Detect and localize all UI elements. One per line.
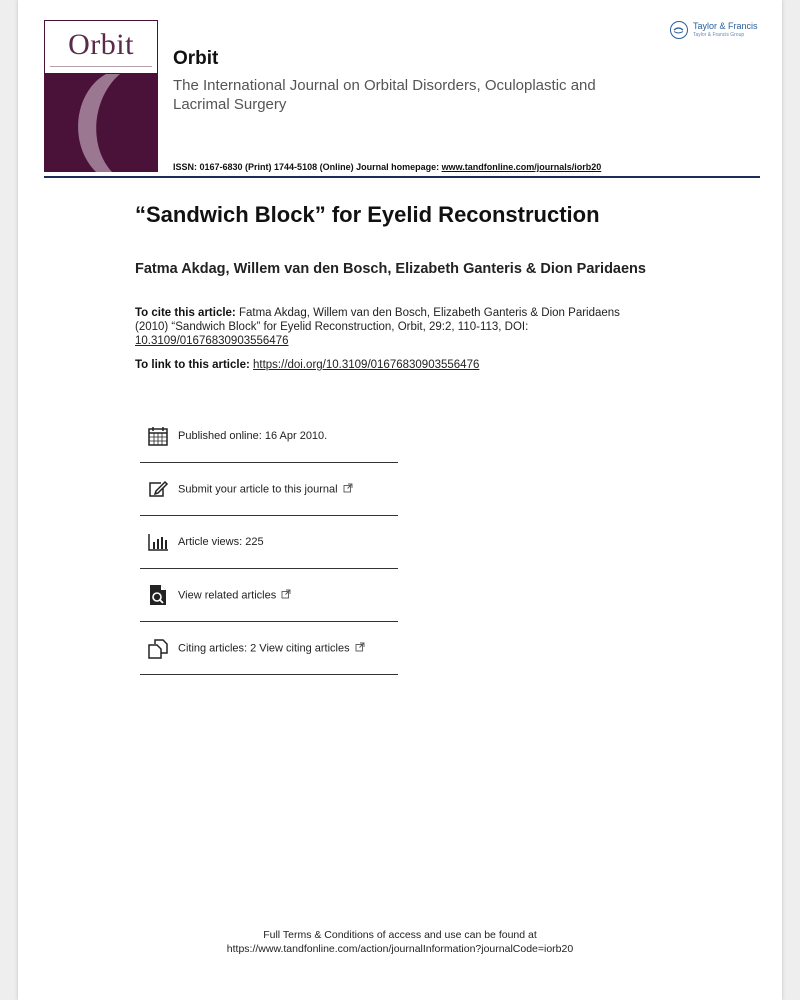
journal-cover-thumbnail (44, 20, 158, 172)
article-info-list (140, 410, 398, 675)
journal-subtitle: The International Journal on Orbital Disorders, Oculoplastic and Lacrimal Surgery (173, 77, 596, 113)
terms-url[interactable]: https://www.tandfonline.com/action/journalInformation?journalCode=iorb20 (226, 943, 574, 955)
bar-chart-icon (146, 530, 170, 554)
cover-arc-graphic (44, 74, 158, 172)
header-divider (44, 176, 760, 178)
publisher-logo (670, 20, 762, 42)
cover-title: Orbit (68, 28, 134, 61)
link-label: To link to this article: (135, 359, 253, 371)
view-related-articles-link[interactable]: View related articles (178, 589, 291, 602)
article-views: Article views: 225 (178, 536, 264, 548)
pencil-edit-icon (146, 477, 170, 501)
submit-row[interactable] (140, 463, 398, 516)
external-link-icon (343, 483, 353, 496)
external-link-icon (355, 642, 365, 655)
cite-text: Fatma Akdag, Willem van den Bosch, Elizabeth Ganteris & Dion Paridaens (2010) “Sandwich Block” for Eyelid Reconstruction, Orbit, 29:2, 110-113, DOI: (135, 307, 620, 333)
terms-footer (18, 928, 782, 956)
submit-article-link[interactable]: Submit your article to this journal (178, 483, 353, 496)
document-page (18, 0, 782, 1000)
cite-doi-link[interactable]: 10.3109/01676830903556476 (135, 335, 289, 347)
document-search-icon (146, 583, 170, 607)
issn-line: ISSN: 0167-6830 (Print) 1744-5108 (Online) Journal homepage: www.tandfonline.com/journals/iorb20 (173, 162, 602, 172)
copy-documents-icon (146, 636, 170, 660)
views-row (140, 516, 398, 569)
article-doi-link[interactable]: https://doi.org/10.3109/01676830903556476 (253, 359, 480, 371)
article-title: “Sandwich Block” for Eyelid Reconstruction (135, 202, 600, 227)
view-citing-articles-link[interactable]: Citing articles: 2 View citing articles (178, 642, 365, 655)
external-link-icon (281, 589, 291, 602)
terms-line: Full Terms & Conditions of access and use can be found at (263, 929, 537, 941)
related-row[interactable] (140, 569, 398, 622)
publisher-name: Taylor & Francis (693, 21, 758, 31)
published-date: Published online: 16 Apr 2010. (178, 430, 328, 442)
publisher-logo-icon (670, 21, 688, 39)
article-authors: Fatma Akdag, Willem van den Bosch, Elizabeth Ganteris & Dion Paridaens (135, 261, 646, 277)
journal-homepage-link[interactable]: www.tandfonline.com/journals/iorb20 (441, 162, 602, 172)
cite-label: To cite this article: (135, 307, 236, 319)
journal-name: Orbit (173, 48, 219, 69)
citation-block (135, 306, 655, 348)
calendar-icon (146, 424, 170, 448)
publisher-group: Taylor & Francis Group (693, 32, 745, 38)
published-row (140, 410, 398, 463)
article-link-line (135, 359, 479, 371)
citing-row[interactable] (140, 622, 398, 675)
